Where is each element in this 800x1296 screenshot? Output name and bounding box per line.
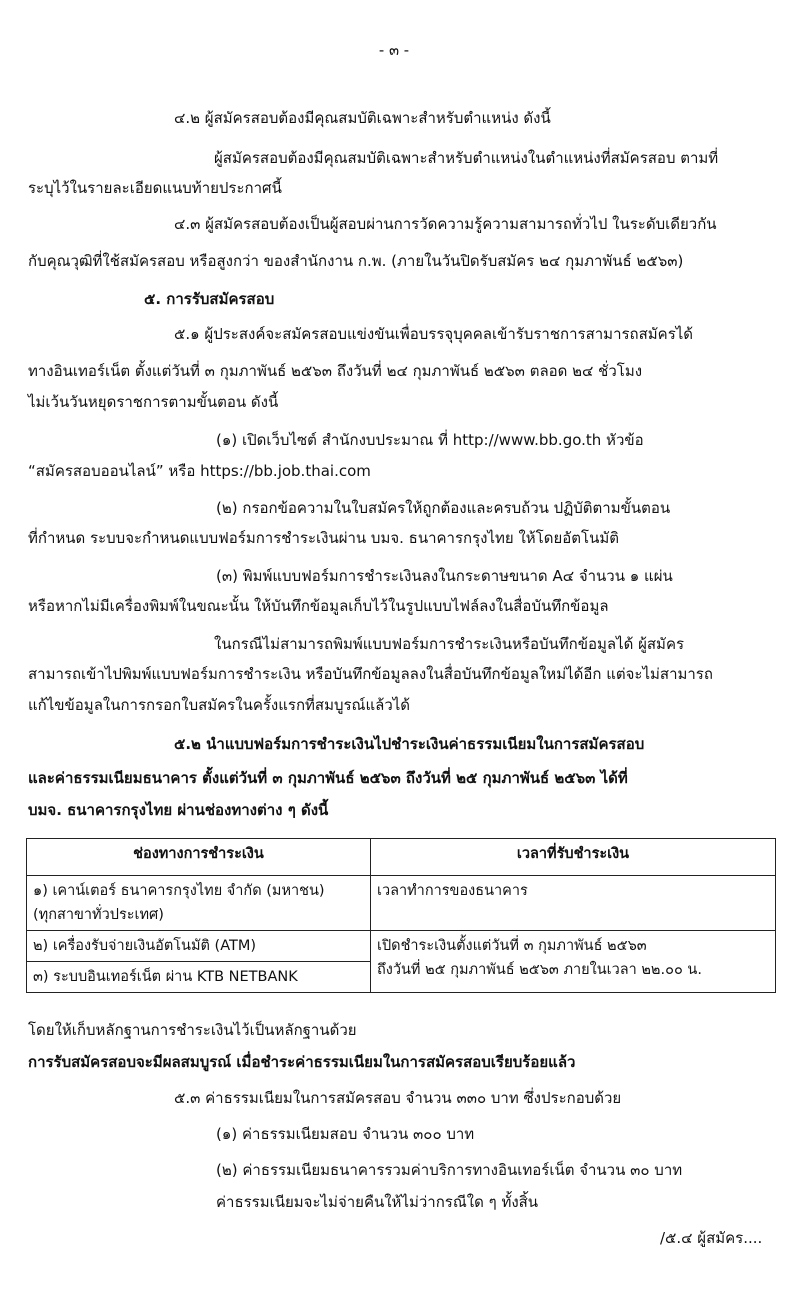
time-line: เปิดชำระเงินตั้งแต่วันที่ ๓ กุมภาพันธ์ ๒๕๖๓ (377, 938, 647, 954)
section-5-3-line: ๕.๓ ค่าธรรมเนียมในการสมัครสอบ จำนวน ๓๓๐ บาท ซึ่งประกอบด้วย (174, 1089, 622, 1107)
channel-cell: ๒) เครื่องรับจ่ายเงินอัตโนมัติ (ATM) (27, 931, 371, 962)
note-line: แก้ไขข้อมูลในการกรอกใบสมัครในครั้งแรกที่สมบูรณ์แล้วได้ (28, 696, 411, 714)
section-5-1-line: ทางอินเทอร์เน็ต ตั้งแต่วันที่ ๓ กุมภาพันธ์ ๒๕๖๓ ถึงวันที่ ๒๔ กุมภาพันธ์ ๒๕๖๓ ตลอด ๒๔ ชั่วโมง (28, 362, 643, 380)
step-3-line: หรือหากไม่มีเครื่องพิมพ์ในขณะนั้น ให้บันทึกข้อมูลเก็บไว้ในรูปแบบไฟล์ลงในสื่อบันทึกข้อมูล (28, 597, 609, 615)
section-5-heading: ๕. การรับสมัครสอบ (144, 290, 275, 308)
page-number: - ๓ - (378, 41, 410, 59)
channel-counter-note: (ทุกสาขาทั่วประเทศ) (33, 907, 164, 923)
table-row (27, 931, 776, 962)
step-1-line: (๑) เปิดเว็บไซต์ สำนักงบประมาณ ที่ http://www.bb.go.th หัวข้อ (216, 431, 644, 449)
section-5-1-line: ไม่เว้นวันหยุดราชการตามขั้นตอน ดังนี้ (28, 393, 279, 411)
section-4-3-line: กับคุณวุฒิที่ใช้สมัครสอบ หรือสูงกว่า ของสำนักงาน ก.พ. (ภายในวันปิดรับสมัคร ๒๔ กุมภาพันธ์ ๒๕๖๓) (28, 252, 684, 270)
column-header-channel: ช่องทางการชำระเงิน (27, 839, 371, 876)
section-4-2-heading: ๔.๒ ผู้สมัครสอบต้องมีคุณสมบัติเฉพาะสำหรับตำแหน่ง ดังนี้ (174, 109, 551, 127)
section-4-2-line: ระบุไว้ในรายละเอียดแนบท้ายประกาศนี้ (28, 179, 282, 197)
keep-receipt-note: โดยให้เก็บหลักฐานการชำระเงินไว้เป็นหลักฐานด้วย (28, 1021, 357, 1039)
section-5-2-line: บมจ. ธนาคารกรุงไทย ผ่านช่องทางต่าง ๆ ดังนี้ (28, 801, 329, 819)
step-3-line: (๓) พิมพ์แบบฟอร์มการชำระเงินลงในกระดาษขนาด A๔ จำนวน ๑ แผ่น (216, 567, 673, 585)
channel-counter: ๑) เคาน์เตอร์ ธนาคารกรุงไทย จำกัด (มหาชน) (33, 883, 325, 899)
step-1-line: “สมัครสอบออนไลน์” หรือ https://bb.job.thai.com (28, 462, 371, 480)
note-line: ในกรณีไม่สามารถพิมพ์แบบฟอร์มการชำระเงินหรือบันทึกข้อมูลได้ ผู้สมัคร (214, 635, 685, 653)
section-5-2-line: ๕.๒ นำแบบฟอร์มการชำระเงินไปชำระเงินค่าธรรมเนียมในการสมัครสอบ (174, 735, 645, 753)
note-line: สามารถเข้าไปพิมพ์แบบฟอร์มการชำระเงิน หรือบันทึกข้อมูลลงในสื่อบันทึกข้อมูลใหม่ได้อีก แต่จะไม่สามารถ (28, 665, 713, 683)
section-5-2-line: และค่าธรรมเนียมธนาคาร ตั้งแต่วันที่ ๓ กุมภาพันธ์ ๒๕๖๓ ถึงวันที่ ๒๕ กุมภาพันธ์ ๒๕๖๓ ได้ที่ (28, 769, 628, 787)
column-header-time: เวลาที่รับชำระเงิน (371, 839, 776, 876)
fee-item: (๑) ค่าธรรมเนียมสอบ จำนวน ๓๐๐ บาท (216, 1125, 475, 1143)
time-line: ถึงวันที่ ๒๕ กุมภาพันธ์ ๒๕๖๓ ภายในเวลา ๒๒.๐๐ น. (377, 962, 702, 978)
section-5-1-line: ๕.๑ ผู้ประสงค์จะสมัครสอบแข่งขันเพื่อบรรจุบุคคลเข้ารับราชการสามารถสมัครได้ (174, 325, 694, 343)
channel-cell: ๓) ระบบอินเทอร์เน็ต ผ่าน KTB NETBANK (27, 962, 371, 993)
step-2-line: (๒) กรอกข้อความในใบสมัครให้ถูกต้องและครบถ้วน ปฏิบัติตามขั้นตอน (216, 499, 671, 517)
section-4-2-line: ผู้สมัครสอบต้องมีคุณสมบัติเฉพาะสำหรับตำแหน่งในตำแหน่งที่สมัครสอบ ตามที่ (214, 149, 719, 167)
time-cell (371, 931, 776, 993)
payment-channels-table (26, 838, 776, 993)
table-header-row (27, 839, 776, 876)
complete-note: การรับสมัครสอบจะมีผลสมบูรณ์ เมื่อชำระค่าธรรมเนียมในการสมัครสอบเรียบร้อยแล้ว (28, 1053, 576, 1071)
table-row (27, 876, 776, 931)
section-4-3-line: ๔.๓ ผู้สมัครสอบต้องเป็นผู้สอบผ่านการวัดความรู้ความสามารถทั่วไป ในระดับเดียวกัน (174, 215, 717, 233)
step-2-line: ที่กำหนด ระบบจะกำหนดแบบฟอร์มการชำระเงินผ่าน บมจ. ธนาคารกรุงไทย ให้โดยอัตโนมัติ (28, 529, 619, 547)
no-refund-note: ค่าธรรมเนียมจะไม่จ่ายคืนให้ไม่ว่ากรณีใด ๆ ทั้งสิ้น (216, 1193, 539, 1211)
time-cell: เวลาทำการของธนาคาร (371, 876, 776, 931)
channel-cell (27, 876, 371, 931)
fee-item: (๒) ค่าธรรมเนียมธนาคารรวมค่าบริการทางอินเทอร์เน็ต จำนวน ๓๐ บาท (216, 1161, 683, 1179)
continued-marker: /๕.๔ ผู้สมัคร.... (660, 1229, 763, 1247)
